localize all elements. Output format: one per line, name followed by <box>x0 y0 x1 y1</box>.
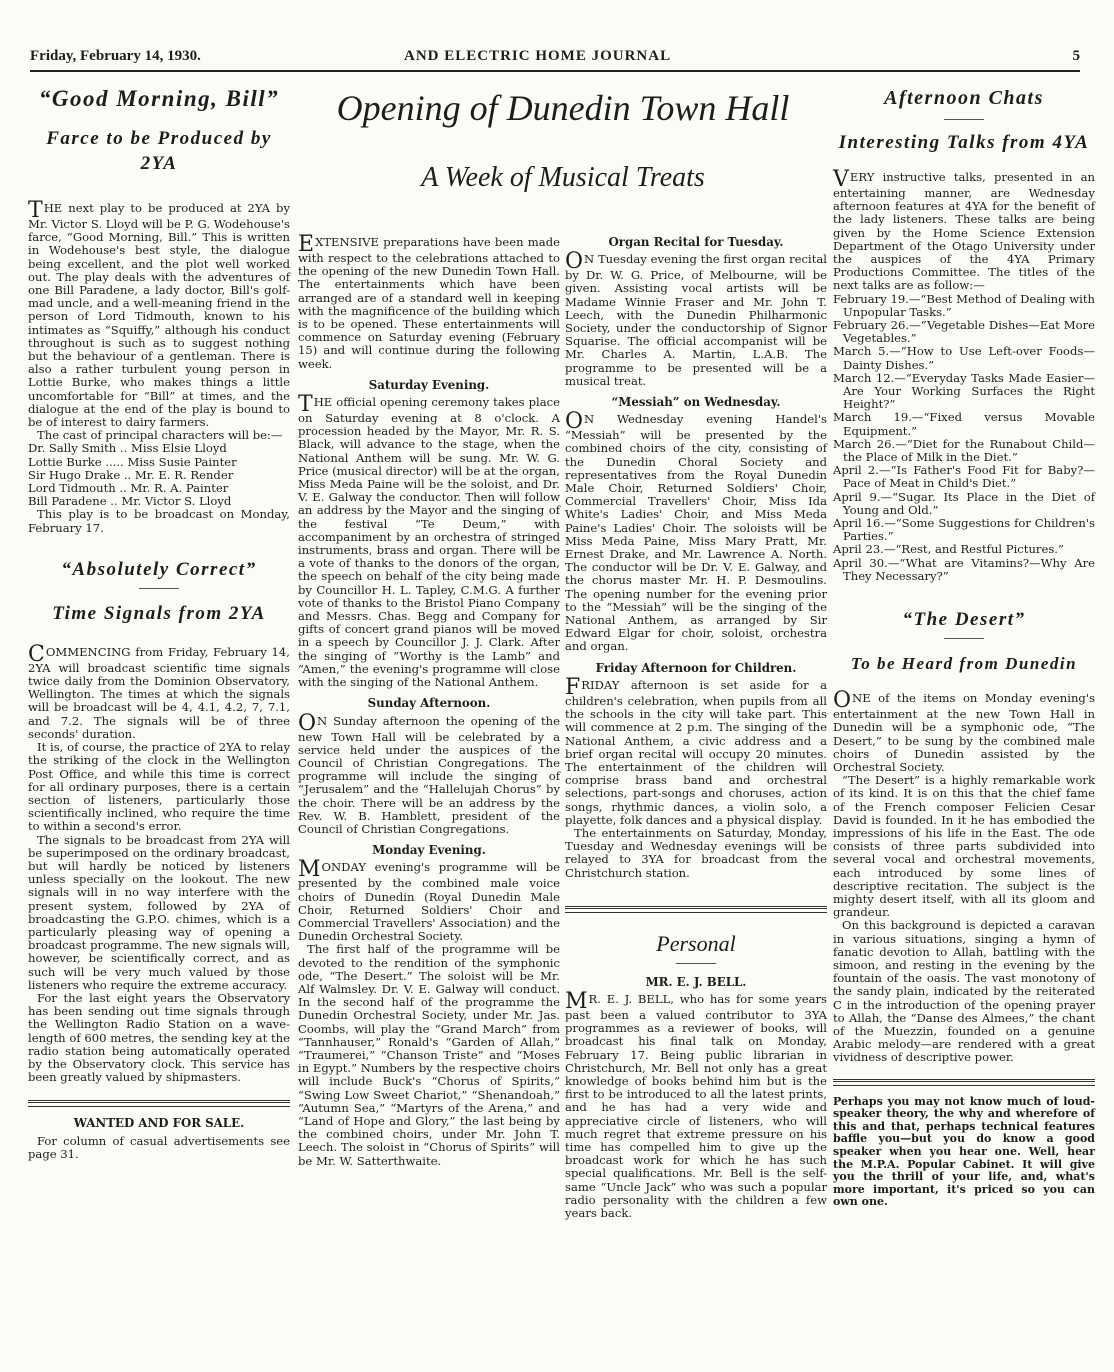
dropcap: T <box>28 198 43 223</box>
talk-item: March 5.—“How to Use Left-over Foods—Dainty Dishes.” <box>833 344 1095 372</box>
dropcap: V <box>833 167 849 192</box>
absolutely-subtitle: Time Signals from 2YA <box>52 602 266 624</box>
talk-item: March 19.—“Fixed versus Movable Equipment.” <box>833 410 1095 438</box>
friday-body: FRIDAY afternoon is set aside for a children's celebration, when pupils from all the schools in the city will take part. This will commence at 2 p.m. The singing of the National Anthem, a civic address and a brief organ recital will occupy 20 minutes. The entertainment of the children will comprise brass band and orchestral selections, part-songs and choruses, action songs, rhythmic dances, a violin solo, a playette, folk dances and a physical display. <box>565 674 827 827</box>
absolutely-para: It is, of course, the practice of 2YA to relay the striking of the clock in the Wellington Post Office, and while this time is correct for all ordinary purposes, there is a certain section of listeners, particularly those scientifically inclined, who require the time to within a second's error. <box>28 740 290 834</box>
personal-title: Personal <box>656 930 736 956</box>
absolutely-body: COMMENCING from Friday, February 14, 2YA will broadcast scientific time signals twice daily from the Dominion Observatory, Wellington. The times at which the signals will be broadcast will be 4, 4.1, 4.2, 7, 7.1, and 7.2. The signals will be of three seconds' duration. <box>28 641 290 741</box>
page-number: 5 <box>1072 48 1080 64</box>
divider <box>944 119 984 120</box>
issue-date: Friday, February 14, 1930. <box>30 48 201 64</box>
monday-body: MONDAY evening's programme will be presented by the combined male voice choirs of Dunedin (Royal Dunedin Male Choir, Returned Soldiers' Choir and Commercial Travellers' Association) and the Dunedin Orchestral Society. <box>298 857 560 944</box>
tuesday-heading: Organ Recital for Tuesday. <box>608 235 784 249</box>
column-1 <box>28 84 290 1161</box>
sunday-body: ON Sunday afternoon the opening of the new Town Hall will be celebrated by a service held under the auspices of the Council of Christian Congregations. The programme will include the singing of “Jerusalem” and the “Hallelujah Chorus” by the choir. There will be an address by the Rev. W. B. Hamblett, president of the Council of Christian Congregations. <box>298 710 560 836</box>
talk-item: April 30.—“What are Vitamins?—Why Are They Necessary?” <box>833 555 1095 583</box>
dropcap: O <box>833 688 852 714</box>
dropcap: E <box>298 232 315 257</box>
absolutely-para: The signals to be broadcast from 2YA will be superimposed on the ordinary broadcast, but will hardly be noticed by listeners unless specially on the lookout. The new signals will in no way interfere with the present system, followed by 2YA of broadcasting the G.P.O. chimes, which is a particularly pleasing way of opening a broadcast programme. The new signals will, however, be scientifically correct, and as such will be very much valued by those listeners who require the extreme accuracy. <box>28 832 290 992</box>
talk-item: April 2.—“Is Father's Food Fit for Baby?—Pace of Meat in Child's Diet.” <box>833 463 1095 491</box>
monday-body-2: The first half of the programme will be devoted to the rendition of the symphonic ode, “The Desert.” The soloist will be Mr. Alf Walmsley. Dr. V. E. Galway will conduct. In the second half of the programme the Dunedin Orchestral Society, under Mr. Jas. Coombs, will play the “Grand March” from “Tannhauser,” Ronald's “Garden of Allah,” “Traumerei,” “Chanson Triste” and “Moses in Egypt.” Numbers by the respective choirs will include Buck's “Chorus of Spirits,” “Swing Low Sweet Chariot,” “Shenandoah,” “Autumn Sea,” “Martyrs of the Arena,” and “Land of Hope and Glory,” the last being by the combined choirs, under Mr. John T. Leech. The soloist in “Chorus of Spirits” will be Mr. W. Satterthwaite. <box>298 942 560 1168</box>
dropcap: O <box>565 249 584 275</box>
tuesday-body: ON Tuesday evening the first organ recital by Dr. W. G. Price, of Melbourne, will be given. Assisting vocal artists will be Madame Winnie Fraser and Mr. John T. Leech, with the Dunedin Philharmonic Society, under the conductorship of Signor Squarise. The official accompanist will be Mr. Charles A. Martin, L.A.B. The programme to be presented will be a musical treat. <box>565 249 827 388</box>
talks-list <box>833 293 1095 583</box>
desert-body: ONE of the items on Monday evening's entertainment at the new Town Hall in Dunedin will be a symphonic ode, “The Desert,” to be sung by the combined male choirs of Dunedin assisted by the Orchestral Society. <box>833 688 1095 774</box>
page-header <box>30 48 1080 72</box>
good-morning-subtitle: Farce to be Produced by 2YA <box>46 128 272 174</box>
wednesday-heading: “Messiah” on Wednesday. <box>611 395 781 410</box>
divider <box>676 963 716 964</box>
desert-para: “The Desert” is a highly remarkable work of its kind. It is on this that the chief fame of the French composer Felicien Cesar David is founded. In it he has embodied the impressions of his life in the East. The ode consists of three parts subdivided into several vocal and orchestral movements, each introduced by some lines of descriptive recitation. The subject is the mighty desert itself, with all its gloom and grandeur. <box>833 773 1095 920</box>
afternoon-body: VERY instructive talks, presented in an entertaining manner, are Wednesday afternoon features at 4YA for the benefit of the lady listeners. These talks are being given by the Home Science Extension Department of the Otago University under the auspices of the 4YA Primary Productions Committee. The titles of the next talks are as follow:— <box>833 167 1095 293</box>
friday-body-2: The entertainments on Saturday, Monday, Tuesday and Wednesday evenings will be relayed to 3YA for broadcast from the Christchurch station. <box>565 825 827 880</box>
dropcap: O <box>565 409 584 435</box>
wednesday-body: ON Wednesday evening Handel's “Messiah” will be presented by the combined choirs of the city, consisting of the Dunedin Choral Society and representatives from the Royal Dunedin Male Choir, Returned Soldiers' Choir, Commercial Travellers' Choir, Miss Ida White's Ladies' Choir, and Miss Meda Paine's Ladies' Choir. The soloists will be Miss Meda Paine, Miss Mary Pratt, Mr. Ernest Drake, and Mr. Lawrence A. North. The conductor will be Dr. V. E. Galway, and the chorus master Mr. H. P. Desmoulins. The opening number for the evening prior to the “Messiah” will be the singing of the National Anthem, as arranged by Sir Edward Elgar for choir, soloist, orchestra and organ. <box>565 409 827 654</box>
talk-item: February 19.—“Best Method of Dealing with Unpopular Tasks.” <box>833 291 1095 319</box>
dropcap: M <box>565 988 588 1014</box>
dunedin-intro: EXTENSIVE preparations have been made with respect to the celebrations attached to the opening of the new Dunedin Town Hall. The entertainments which have been arranged are of a standard well in keeping with the magnificence of the building which is to be opened. These entertainments will commence on Saturday evening (February 15) and will continue during the following week. <box>298 232 560 371</box>
talk-item: February 26.—“Vegetable Dishes—Eat More Vegetables.” <box>833 318 1095 346</box>
dunedin-title: Opening of Dunedin Town Hall <box>336 88 790 128</box>
desert-title: “The Desert” <box>902 609 1026 631</box>
journal-title: AND ELECTRIC HOME JOURNAL <box>404 48 672 64</box>
absolutely-para: For the last eight years the Observatory has been sending out time signals through the Wellington Radio Station on a wave-length of 600 metres, the sending key at the radio station being automatically operated by the Observatory clock. This service has been greatly valued by shipmasters. <box>28 990 290 1085</box>
sunday-heading: Sunday Afternoon. <box>367 696 491 711</box>
cast-item: Lord Tidmouth .. Mr. R. A. Painter <box>28 481 229 496</box>
dunedin-subtitle: A Week of Musical Treats <box>421 162 705 193</box>
cast-item: Sir Hugo Drake .. Mr. E. R. Render <box>28 467 234 482</box>
cast-list <box>28 442 290 508</box>
friday-heading: Friday Afternoon for Children. <box>595 660 797 675</box>
divider <box>139 588 179 589</box>
wanted-title: WANTED AND FOR SALE. <box>73 1116 245 1131</box>
talk-item: April 16.—“Some Suggestions for Children's Parties.” <box>833 516 1095 544</box>
dropcap: M <box>298 857 321 883</box>
talk-item: April 23.—“Rest, and Restful Pictures.” <box>833 542 1064 557</box>
personal-heading: MR. E. J. BELL. <box>645 974 747 989</box>
good-morning-broadcast: This play is to be broadcast on Monday, February 17. <box>28 507 290 535</box>
desert-subtitle: To be Heard from Dunedin <box>850 654 1078 674</box>
divider <box>944 638 984 639</box>
cast-item: Dr. Sally Smith .. Miss Elsie Lloyd <box>28 441 227 456</box>
wanted-text: For column of casual advertisements see page 31. <box>28 1133 290 1161</box>
column-4 <box>833 84 1095 1209</box>
personal-body: MR. E. J. BELL, who has for some years past been a valued contributor to 3YA programmes as a reviewer of books, will broadcast his final talk on Monday, February 17. Being public librarian in Christchurch, Mr. Bell not only has a great knowledge of books behind him but is the first to be introduced to all the latest prints, and he has had a very wide and appreciative circle of listeners, who will much regret that extreme pressure on his time has compelled him to give up the broadcast work for which he has such special qualifications. Mr. Bell is the self-same “Uncle Jack” who was such a popular radio personality with the children a few years back. <box>565 988 827 1220</box>
monday-heading: Monday Evening. <box>372 843 486 858</box>
good-morning-body: THE next play to be produced at 2YA by Mr. Victor S. Lloyd will be P. G. Wodehouse's farce, “Good Morning, Bill.” This is written in Wodehouse's best style, the dialogue being excellent, and the plot well worked out. The play deals with the adventures of one Bill Paradene, a lady doctor, Bill's golf-mad uncle, and a well-meaning friend in the person of Lord Tidmouth, known to his intimates as “Squiffy,” although his conduct throughout is such as to suggest nothing but the behaviour of a gentleman. There is also a rather turbulent young person in Lottie Burke, who makes things a little uncomfortable for “Bill” at times, and the dialogue at the end of the play is bound to be of interest to dairy farmers. <box>28 198 290 430</box>
afternoon-title: Afternoon Chats <box>884 87 1044 109</box>
speaker-ad: Perhaps you may not know much of loud-speaker theory, the why and wherefore of this and that, perhaps technical features baffle you—but you do know a good speaker when you hear one. Well, hear the M.P.A. Popular Cabinet. It will give you the thrill of your life, and, what's more important, it's priced so you can own one. <box>833 1094 1095 1209</box>
good-morning-title: “Good Morning, Bill” <box>38 86 280 111</box>
cast-intro: The cast of principal characters will be:— <box>37 428 283 443</box>
talk-item: March 26.—“Diet for the Runabout Child—the Place of Milk in the Diet.” <box>833 436 1095 465</box>
cast-item: Lottie Burke ..... Miss Susie Painter <box>28 454 237 469</box>
absolutely-title: “Absolutely Correct” <box>61 558 257 580</box>
talk-item: April 9.—“Sugar. Its Place in the Diet of Young and Old.” <box>833 489 1095 517</box>
column-2 <box>298 232 560 1168</box>
dropcap: O <box>298 710 317 736</box>
dropcap: F <box>565 674 581 700</box>
saturday-heading: Saturday Evening. <box>368 377 490 392</box>
afternoon-subtitle: Interesting Talks from 4YA <box>838 132 1090 153</box>
double-rule <box>28 1100 290 1107</box>
cast-item: Bill Paradene .. Mr. Victor S. Lloyd <box>28 494 232 509</box>
column-3 <box>565 236 827 1220</box>
double-rule <box>833 1079 1095 1086</box>
double-rule <box>565 906 827 913</box>
desert-para: On this background is depicted a caravan in various situations, singing a hymn of fanatic devotion to Allah, battling with the simoon, and resting in the evening by the fountain of the oasis. The vast monotony of the sandy plain, indicated by the reiterated C in the introduction of the opening prayer to Allah, the “Danse des Almees,” the chant of the Muezzin, founded on a genuine Arabic melody—are rendered with a great vividness of descriptive power. <box>833 918 1095 1065</box>
dropcap: T <box>298 392 313 418</box>
dunedin-banner <box>298 84 828 194</box>
talk-item: March 12.—“Everyday Tasks Made Easier—Are Your Working Surfaces the Right Height?” <box>833 370 1095 412</box>
saturday-body: THE official opening ceremony takes place on Saturday evening at 8 o'clock. A procession headed by the Mayor, Mr. R. S. Black, will advance to the stage, when the National Anthem will be sung. Mr. W. G. Price (musical director) will be at the organ, Miss Meda Paine will be the soloist, and Dr. V. E. Galway the conductor. Then will follow an address by the Mayor and the singing of the festival “Te Deum,” with accompaniment by an orchestra of stringed instruments, brass and organ. There will be a vote of thanks to the donors of the organ, the speech on behalf of the city being made by Councillor H. L. Tapley, C.M.G. A further vote of thanks to the Bristol Piano Company and Messrs. Chas. Begg and Company for gifts of concert grand pianos will be moved in a speech by Councillor J. J. Clark. After the singing of “Worthy is the Lamb” and “Amen,” the evening's programme will close with the singing of the National Anthem. <box>298 392 560 690</box>
dropcap: C <box>28 641 45 667</box>
